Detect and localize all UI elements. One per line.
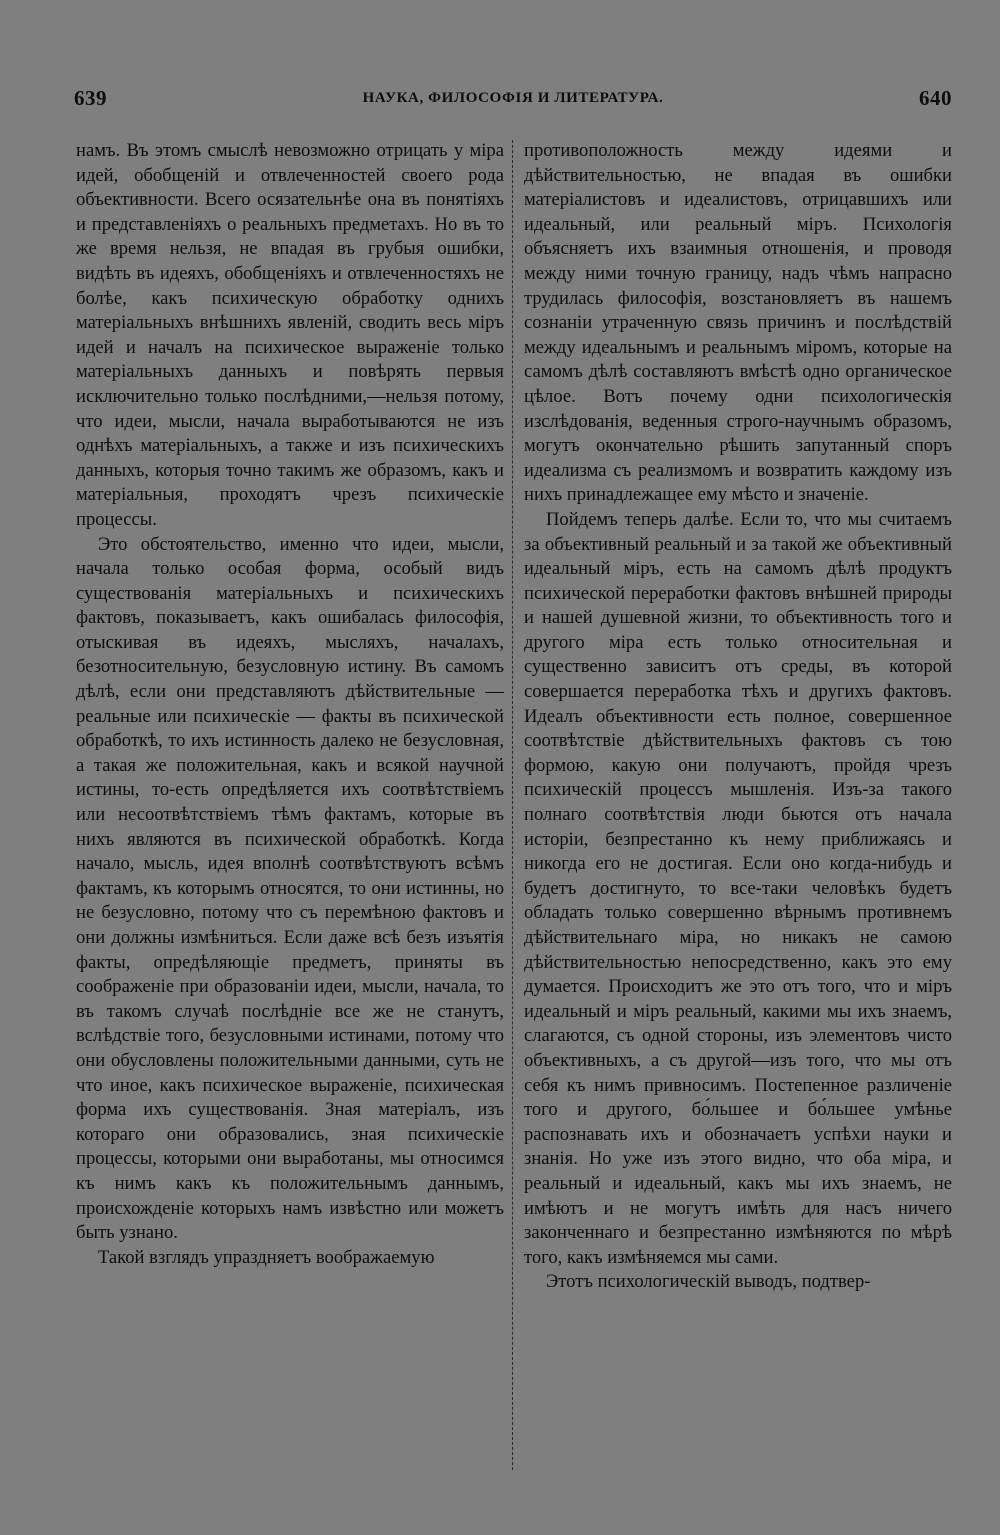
- left-paragraph-1: намъ. Въ этомъ смыслѣ невозможно отрицать у міра идей, обобщеній и отвлеченностей своего рода объективности. Всего осязательнѣе она въ понятіяхъ и представленіяхъ о реальныхъ предметахъ. Но въ то же время нельзя, не впадая въ грубыя ошибки, видѣть въ идеяхъ, обобщеніяхъ и отвлеченностяхъ не болѣе, какъ психическую обработку однихъ матеріальныхъ внѣшнихъ явленій, сводить весь міръ идей и началъ на психическое выраженіе только матеріальныхъ данныхъ и повѣрять первыя исключительно только послѣдними,—нельзя потому, что идеи, мысли, начала выработываются не изъ однѣхъ матеріальныхъ, а также и изъ психическихъ данныхъ, которыя точно такимъ же образомъ, какъ и матеріальныя, проходятъ чрезъ психическіе процессы.: [76, 140, 504, 530]
- left-paragraph-2: Это обстоятельство, именно что идеи, мысли, начала только особая форма, особый видъ существованія матеріальныхъ и психическихъ фактовъ, показываетъ, какъ ошибалась философія, отыскивая въ идеяхъ, мысляхъ, началахъ, безотносительную, безусловную истину. Въ самомъ дѣлѣ, если они представляютъ дѣйствительные — реальные или психическіе — факты въ психической обработкѣ, то ихъ истинность далеко не безусловная, а такая же положительная, какъ и всякой научной истины, то-есть опредѣляется ихъ соотвѣтствіемъ или несоотвѣтствіемъ тѣмъ фактамъ, которые въ нихъ являются въ психической обработкѣ. Когда начало, мысль, идея вполнѣ соотвѣтствуютъ всѣмъ фактамъ, къ которымъ относятся, то они истинны, но не безусловно, потому что съ перемѣною фактовъ и они должны измѣниться. Если даже всѣ безъ изъятія факты, опредѣляющіе предметъ, приняты въ соображеніе при образованіи идеи, мысли, начала, то въ такомъ случаѣ послѣдніе все же не станутъ, вслѣдствіе того, безусловными истинами, потому что они обусловлены положительными данными, суть не что иное, какъ психическое выраженіе, психическая форма ихъ существованія. Зная матеріалъ, изъ котораго они образовались, зная психическіе процессы, которыми они выработаны, мы относимся къ нимъ какъ къ положительнымъ даннымъ, происхожденіе которыхъ намъ извѣстно или можетъ быть узнано.: [76, 533, 504, 1244]
- right-paragraph-3: Этотъ психологическій выводъ, подтвер-: [546, 1271, 871, 1293]
- left-paragraph-3: Такой взглядъ упраздняетъ воображаемую: [98, 1246, 435, 1268]
- column-divider: [512, 140, 514, 1470]
- running-title: НАУКА, ФИЛОСОФІЯ И ЛИТЕРАТУРА.: [362, 90, 664, 106]
- page-header: [74, 86, 952, 116]
- page-number-right: 640: [919, 86, 952, 110]
- page-number-left: 639: [74, 86, 107, 110]
- right-paragraph-1: противоположность между идеями и дѣйствительностью, не впадая въ ошибки матеріалистовъ и идеалистовъ, отрицавшихъ или идеальный, или реальный міръ. Психологія объясняетъ ихъ взаимныя отношенія, и проводя между ними точную границу, надъ чѣмъ напрасно трудилась философія, возстановляетъ въ нашемъ сознаніи утраченную связь причинъ и послѣдствій между идеальнымъ и реальнымъ міромъ, которые на самомъ дѣлѣ составляютъ вмѣстѣ одно органическое цѣлое. Вотъ почему одни психологическія изслѣдованія, веденныя строго-научнымъ образомъ, могутъ окончательно рѣшить запутанный споръ идеализма съ реализмомъ и возвратить каждому изъ нихъ принадлежащее ему мѣсто и значеніе.: [524, 140, 952, 506]
- right-column: [524, 139, 952, 1295]
- right-paragraph-2: Пойдемъ теперь далѣе. Если то, что мы считаемъ за объективный реальный и за такой же объективный идеальный міръ, есть на самомъ дѣлѣ продуктъ психической переработки фактовъ внѣшней природы и нашей душевной жизни, то объективность того и другого міра есть только относительная и существенно зависитъ отъ среды, въ которой совершается переработка тѣхъ и другихъ фактовъ. Идеалъ объективности есть полное, совершенное соотвѣтствіе дѣйствительныхъ фактовъ съ тою формою, какую они получаютъ, пройдя чрезъ психическій процессъ мышленія. Изъ-за такого полнаго соотвѣтствія люди бьются отъ начала исторіи, безпрестанно къ нему приближаясь и никогда его не достигая. Если оно когда-нибудь и будетъ достигнуто, то все-таки человѣкъ будетъ обладать только совершенно вѣрнымъ противнемъ дѣйствительнаго міра, но никакъ не самою дѣйствительностью непосредственно, какъ это ему думается. Происходитъ же это отъ того, что и міръ идеальный и міръ реальный, какими мы ихъ знаемъ, слагаются, съ одной стороны, изъ элементовъ чисто объективныхъ, а съ другой—изъ того, что мы отъ себя къ нимъ привносимъ. Постепенное различеніе того и другого, бо́льшее и бо́льшее умѣнье распознавать ихъ и обозначаетъ успѣхи науки и знанія. Но уже изъ этого видно, что оба міра, и реальный и идеальный, какъ мы ихъ знаемъ, не имѣютъ и не могутъ имѣть для насъ ничего законченнаго и безпрестанно измѣняются по мѣрѣ того, какъ измѣняемся мы сами.: [524, 508, 952, 1268]
- left-column: [76, 139, 504, 1270]
